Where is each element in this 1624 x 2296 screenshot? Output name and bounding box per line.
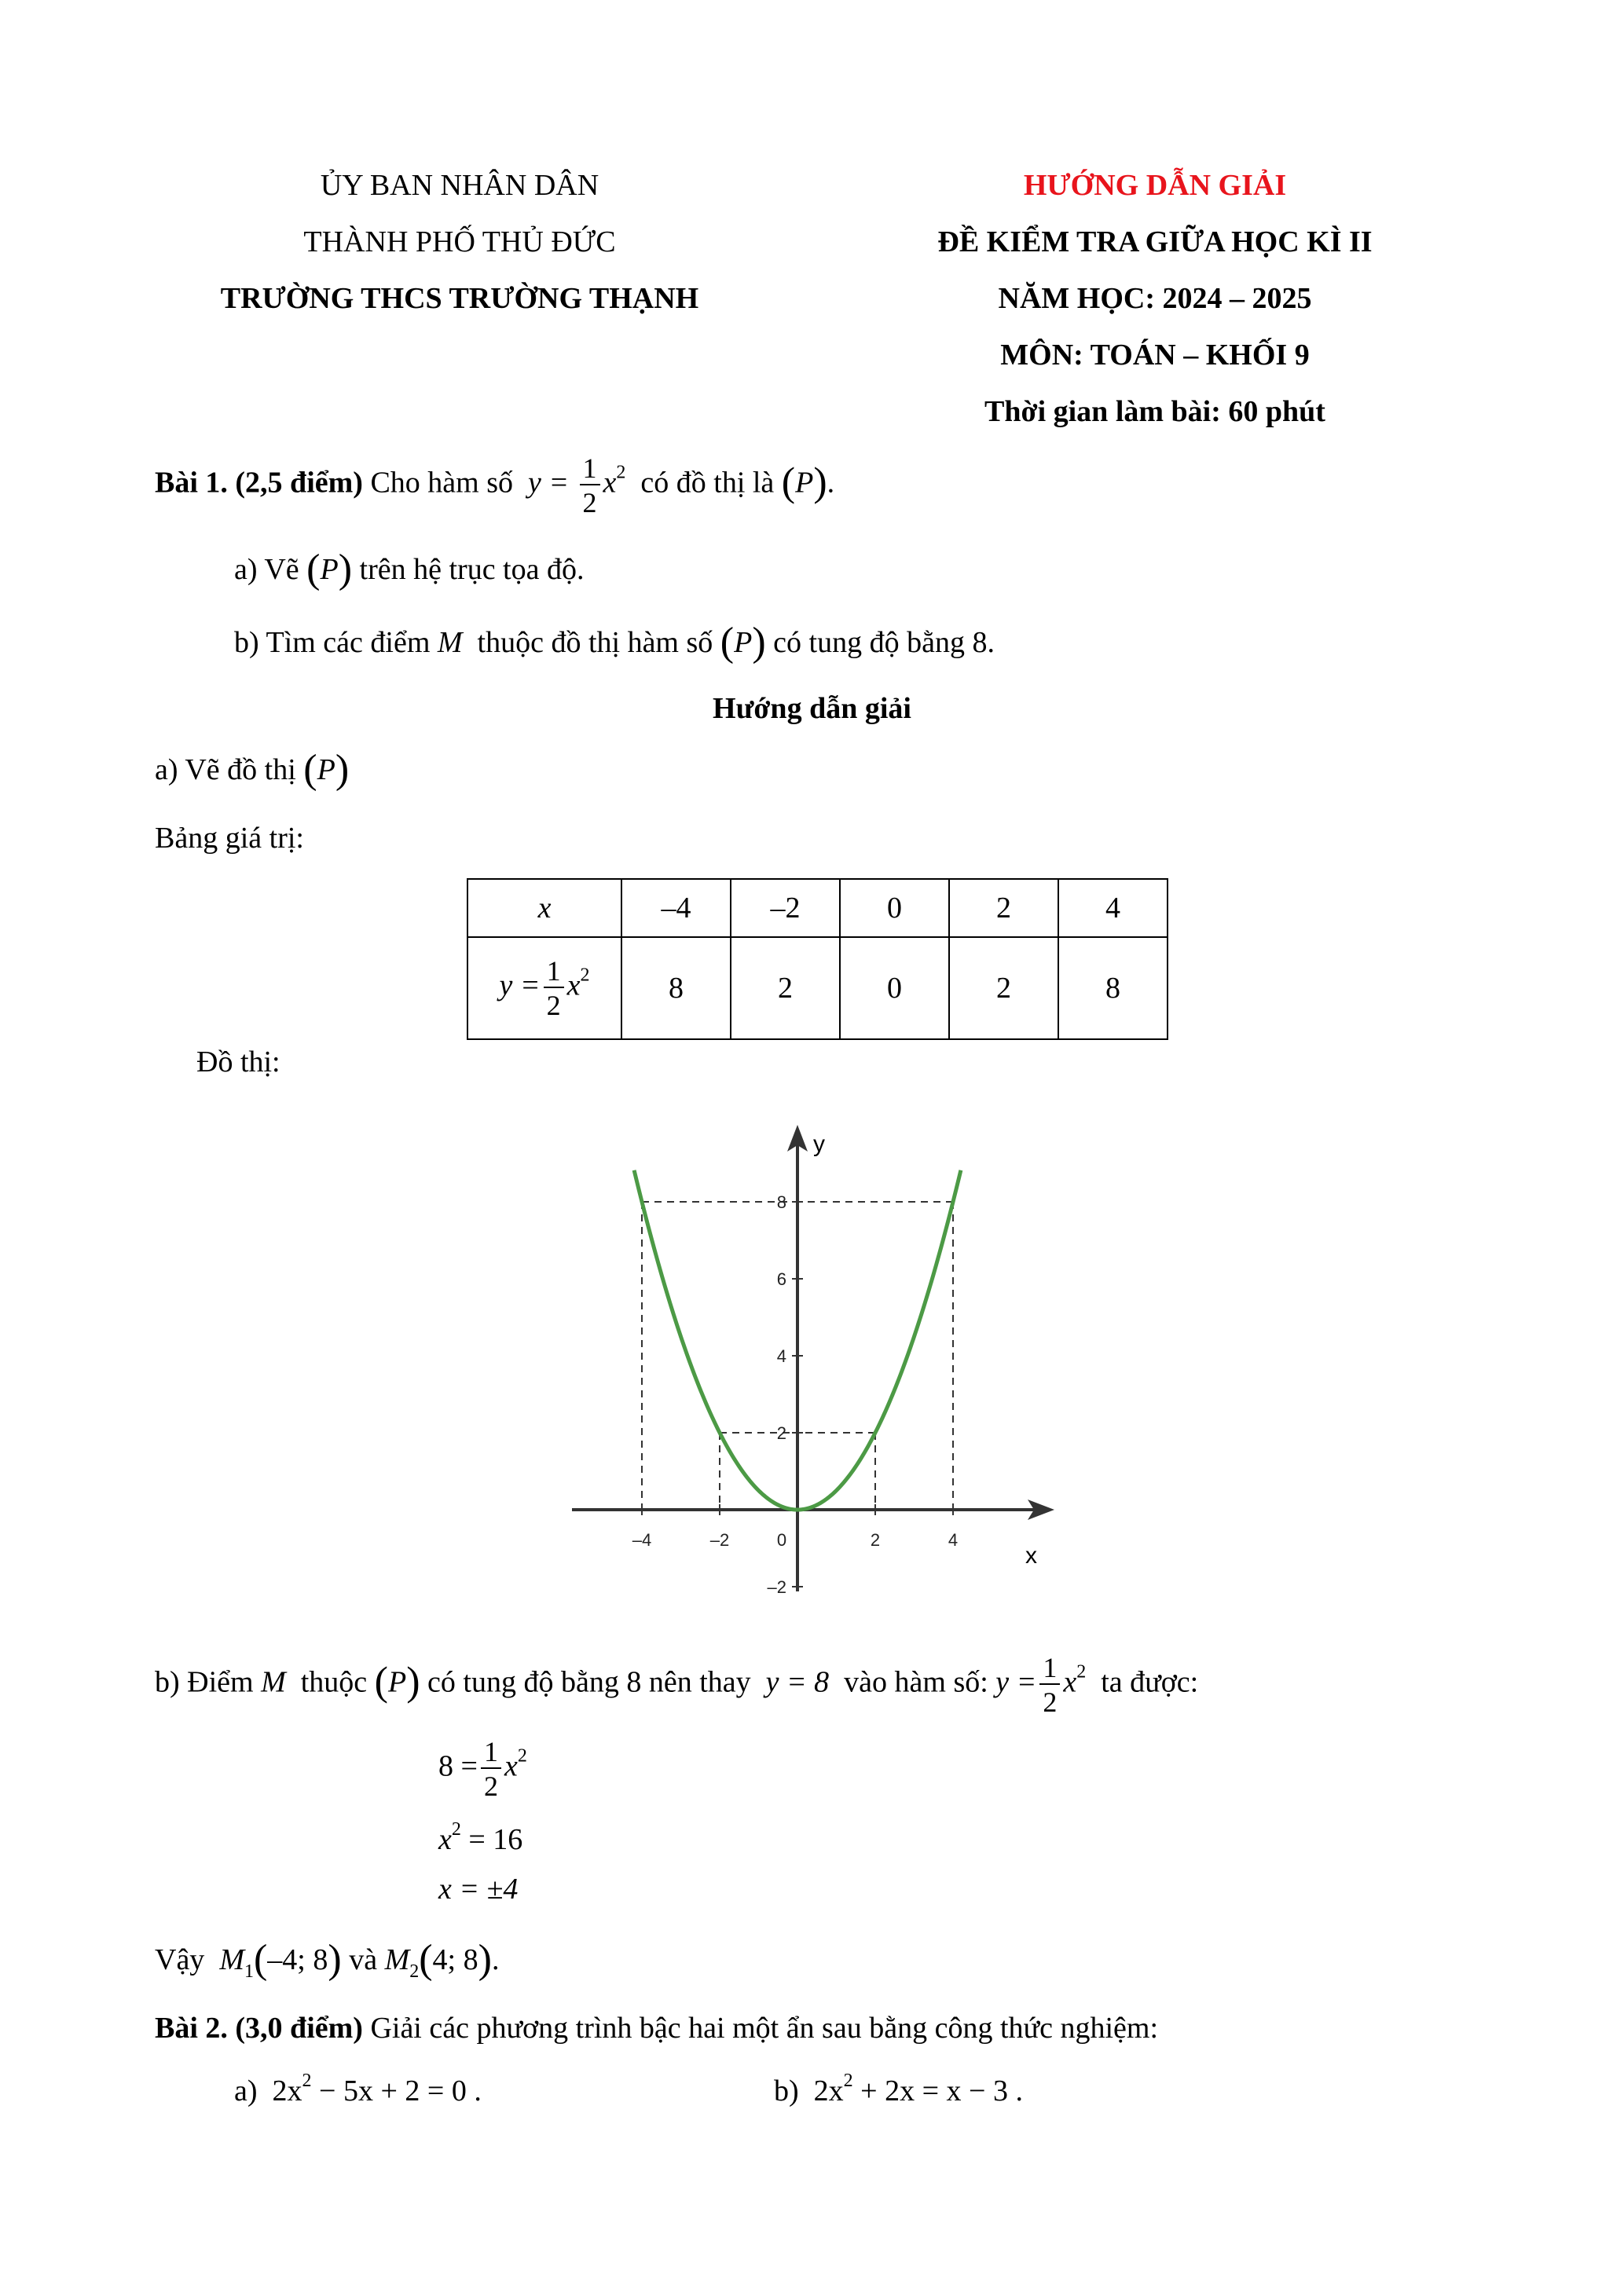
table-cell: 2 bbox=[949, 937, 1058, 1039]
city-line: THÀNH PHỐ THỦ ĐỨC bbox=[303, 225, 616, 258]
subject-grade: MÔN: TOÁN – KHỐI 9 bbox=[1000, 339, 1310, 372]
authority-line: ỦY BAN NHÂN DÂN bbox=[320, 169, 599, 202]
graph-label: Đồ thị: bbox=[196, 1045, 280, 1078]
table-header-y: y = $\frac{1}{2}$ $x^2$ bbox=[467, 937, 621, 1039]
y-tick-label: 8 bbox=[776, 1192, 786, 1212]
solution-heading: Hướng dẫn giải bbox=[713, 692, 911, 725]
equation-3: x = ±4 bbox=[438, 1873, 519, 1906]
x-tick-label: 2 bbox=[870, 1530, 881, 1550]
table-row bbox=[467, 879, 1168, 937]
table-row bbox=[467, 937, 1168, 1039]
problem-1b: b) Tìm các điểm M thuộc đồ thị hàm số (P) có tung độ bằng 8. bbox=[234, 620, 995, 665]
table-cell: –4 bbox=[621, 879, 731, 937]
table-cell: 8 bbox=[621, 937, 731, 1039]
problem-2b: b) $2x^2 + 2x = x - 3$ . bbox=[774, 2071, 1023, 2107]
x-tick-label: 0 bbox=[776, 1530, 787, 1550]
solution-b-text: b) Điểm M thuộc (P) có tung độ bằng 8 nên thay y = 8 vào hàm số: y = $\frac{1}{2}$ $x^2$ ta được: bbox=[155, 1652, 1199, 1718]
fraction-half: $\frac{1}{2}$ bbox=[580, 454, 600, 517]
conclusion: Vậy $M_1(-4$; 8) và $M_2(4$; 8). bbox=[155, 1937, 500, 1982]
header-right bbox=[849, 157, 1461, 440]
axes bbox=[572, 1125, 1054, 1591]
table-cell: 2 bbox=[731, 937, 840, 1039]
table-cell: 2 bbox=[949, 879, 1058, 937]
answer-key-title: HƯỚNG DẪN GIẢI bbox=[1023, 169, 1287, 202]
x-tick-label: 4 bbox=[948, 1530, 959, 1550]
header-left bbox=[181, 157, 739, 327]
solution-a-label: a) Vẽ đồ thị (P) bbox=[155, 747, 350, 792]
y-tick-label: 4 bbox=[776, 1346, 786, 1366]
value-table-label: Bảng giá trị: bbox=[155, 822, 304, 855]
time-limit: Thời gian làm bài: 60 phút bbox=[984, 395, 1325, 428]
ticks bbox=[632, 1192, 958, 1597]
problem-1a: a) Vẽ (P) trên hệ trục tọa độ. bbox=[234, 547, 585, 591]
x-axis-label: x bbox=[1025, 1543, 1037, 1569]
table-header-x: x bbox=[467, 879, 621, 937]
table-cell: 4 bbox=[1058, 879, 1168, 937]
school-name: TRƯỜNG THCS TRƯỜNG THẠNH bbox=[220, 282, 699, 315]
y-axis-label: y bbox=[813, 1131, 825, 1157]
x-tick-label: –2 bbox=[709, 1530, 730, 1550]
y-tick-label: 6 bbox=[776, 1269, 786, 1289]
y-tick-label: –2 bbox=[767, 1577, 786, 1597]
problem-2-label: Bài 2. (3,0 điểm) bbox=[155, 2012, 363, 2045]
table-cell: 0 bbox=[840, 879, 949, 937]
problem-2-statement: Bài 2. (3,0 điểm) Giải các phương trình bậc hai một ẩn sau bằng công thức nghiệm: bbox=[155, 2012, 1159, 2045]
problem-1-statement: Bài 1. (2,5 điểm) Cho hàm số y = $\frac{1}{2}$ $x^2$ có đồ thị là (P). bbox=[155, 452, 835, 518]
table-cell: 8 bbox=[1058, 937, 1168, 1039]
school-year: NĂM HỌC: 2024 – 2025 bbox=[998, 282, 1312, 315]
equation-2: $x^2 = 16$ bbox=[438, 1819, 523, 1856]
equation-1: 8 = $\frac{1}{2}$ $x^2$ bbox=[438, 1736, 527, 1802]
x-tick-label: –4 bbox=[632, 1530, 652, 1550]
problem-2a: a) $2x^2 - 5x + 2 = 0$ . bbox=[234, 2071, 482, 2107]
exam-title: ĐỀ KIỂM TRA GIỮA HỌC KÌ II bbox=[937, 225, 1373, 258]
parabola-graph bbox=[550, 1100, 1084, 1610]
value-table bbox=[467, 878, 1168, 1040]
problem-1-label: Bài 1. (2,5 điểm) bbox=[155, 466, 363, 500]
table-cell: –2 bbox=[731, 879, 840, 937]
table-cell: 0 bbox=[840, 937, 949, 1039]
y-tick-label: 2 bbox=[776, 1423, 786, 1443]
